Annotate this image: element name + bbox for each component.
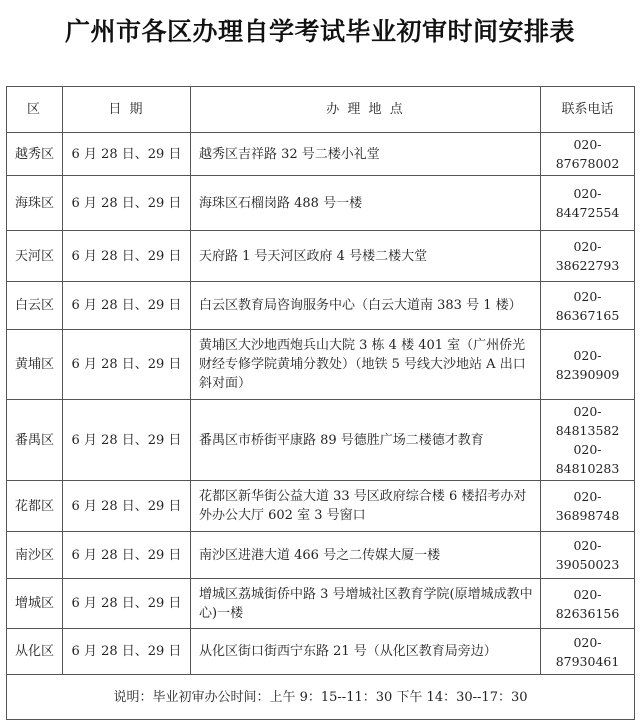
date-cell: 6 月 28 日、29 日 xyxy=(63,579,191,629)
office-hours-note: 说明：毕业初审办公时间：上午 9：15--11：30 下午 14：30--17：30 xyxy=(7,675,635,720)
phone-cell xyxy=(541,400,635,481)
phone-number: 020-86367165 xyxy=(555,288,620,323)
header-phone: 联系电话 xyxy=(541,87,635,133)
phone-cell xyxy=(541,629,635,675)
district-cell: 从化区 xyxy=(7,629,63,675)
phone-cell xyxy=(541,579,635,629)
address-cell: 越秀区吉祥路 32 号二楼小礼堂 xyxy=(191,133,541,176)
address-cell: 花都区新华街公益大道 33 号区政府综合楼 6 楼招考办对外办公大厅 602 室 3 号窗口 xyxy=(191,481,541,532)
date-cell: 6 月 28 日、29 日 xyxy=(63,231,191,282)
date-cell: 6 月 28 日、29 日 xyxy=(63,133,191,176)
table-row xyxy=(7,629,635,675)
district-cell: 南沙区 xyxy=(7,532,63,579)
phone-number: 020-82636156 xyxy=(555,586,620,621)
district-cell: 花都区 xyxy=(7,481,63,532)
header-address: 办 理 地 点 xyxy=(191,87,541,133)
table-row xyxy=(7,330,635,400)
table-row xyxy=(7,400,635,481)
district-cell: 番禺区 xyxy=(7,400,63,481)
phone-number: 020-38622793 xyxy=(555,239,620,273)
district-cell: 海珠区 xyxy=(7,176,63,231)
phone-cell xyxy=(541,481,635,532)
phone-number: 020-84472554 xyxy=(555,186,620,220)
table-row xyxy=(7,532,635,579)
address-cell: 南沙区进港大道 466 号之二传媒大厦一楼 xyxy=(191,532,541,579)
table-row xyxy=(7,579,635,629)
address-cell: 番禺区市桥街平康路 89 号德胜广场二楼德才教育 xyxy=(191,400,541,481)
schedule-table xyxy=(6,86,635,720)
phone-cell xyxy=(541,282,635,330)
district-cell: 黄埔区 xyxy=(7,330,63,400)
phone-cell xyxy=(541,231,635,282)
table-row xyxy=(7,176,635,231)
page-title: 广州市各区办理自学考试毕业初审时间安排表 xyxy=(64,17,575,46)
date-cell: 6 月 28 日、29 日 xyxy=(63,481,191,532)
date-cell: 6 月 28 日、29 日 xyxy=(63,629,191,675)
address-cell: 海珠区石榴岗路 488 号一楼 xyxy=(191,176,541,231)
phone-number: 020-87930461 xyxy=(555,634,620,669)
phone-cell xyxy=(541,133,635,176)
address-cell: 天府路 1 号天河区政府 4 号楼二楼大堂 xyxy=(191,231,541,282)
header-row xyxy=(7,87,635,133)
table-row xyxy=(7,481,635,532)
phone-number: 020-39050023 xyxy=(555,538,620,572)
header-date: 日 期 xyxy=(63,87,191,133)
table-row xyxy=(7,133,635,176)
district-cell: 白云区 xyxy=(7,282,63,330)
phone-number: 020-84813582 xyxy=(555,404,620,438)
address-cell: 黄埔区大沙地西炮兵山大院 3 栋 4 楼 401 室（广州侨光财经专修学院黄埔分教处）（地铁 5 号线大沙地站 A 出口斜对面） xyxy=(191,330,541,400)
address-cell: 白云区教育局咨询服务中心（白云大道南 383 号 1 楼） xyxy=(191,282,541,330)
date-cell: 6 月 28 日、29 日 xyxy=(63,282,191,330)
phone-number: 020-36898748 xyxy=(555,489,620,523)
date-cell: 6 月 28 日、29 日 xyxy=(63,400,191,481)
note-row xyxy=(7,675,635,720)
district-cell: 天河区 xyxy=(7,231,63,282)
phone-number: 020-84810283 xyxy=(555,442,620,476)
phone-cell xyxy=(541,176,635,231)
phone-number: 020-87678002 xyxy=(555,137,620,171)
table-row xyxy=(7,282,635,330)
district-cell: 增城区 xyxy=(7,579,63,629)
header-district: 区 xyxy=(7,87,63,133)
phone-cell xyxy=(541,532,635,579)
district-cell: 越秀区 xyxy=(7,133,63,176)
address-cell: 从化区街口街西宁东路 21 号（从化区教育局旁边） xyxy=(191,629,541,675)
date-cell: 6 月 28 日、29 日 xyxy=(63,532,191,579)
phone-number: 020-82390909 xyxy=(555,347,620,382)
table-row xyxy=(7,231,635,282)
phone-cell xyxy=(541,330,635,400)
address-cell: 增城区荔城街侨中路 3 号增城社区教育学院(原增城成教中心)一楼 xyxy=(191,579,541,629)
date-cell: 6 月 28 日、29 日 xyxy=(63,330,191,400)
date-cell: 6 月 28 日、29 日 xyxy=(63,176,191,231)
